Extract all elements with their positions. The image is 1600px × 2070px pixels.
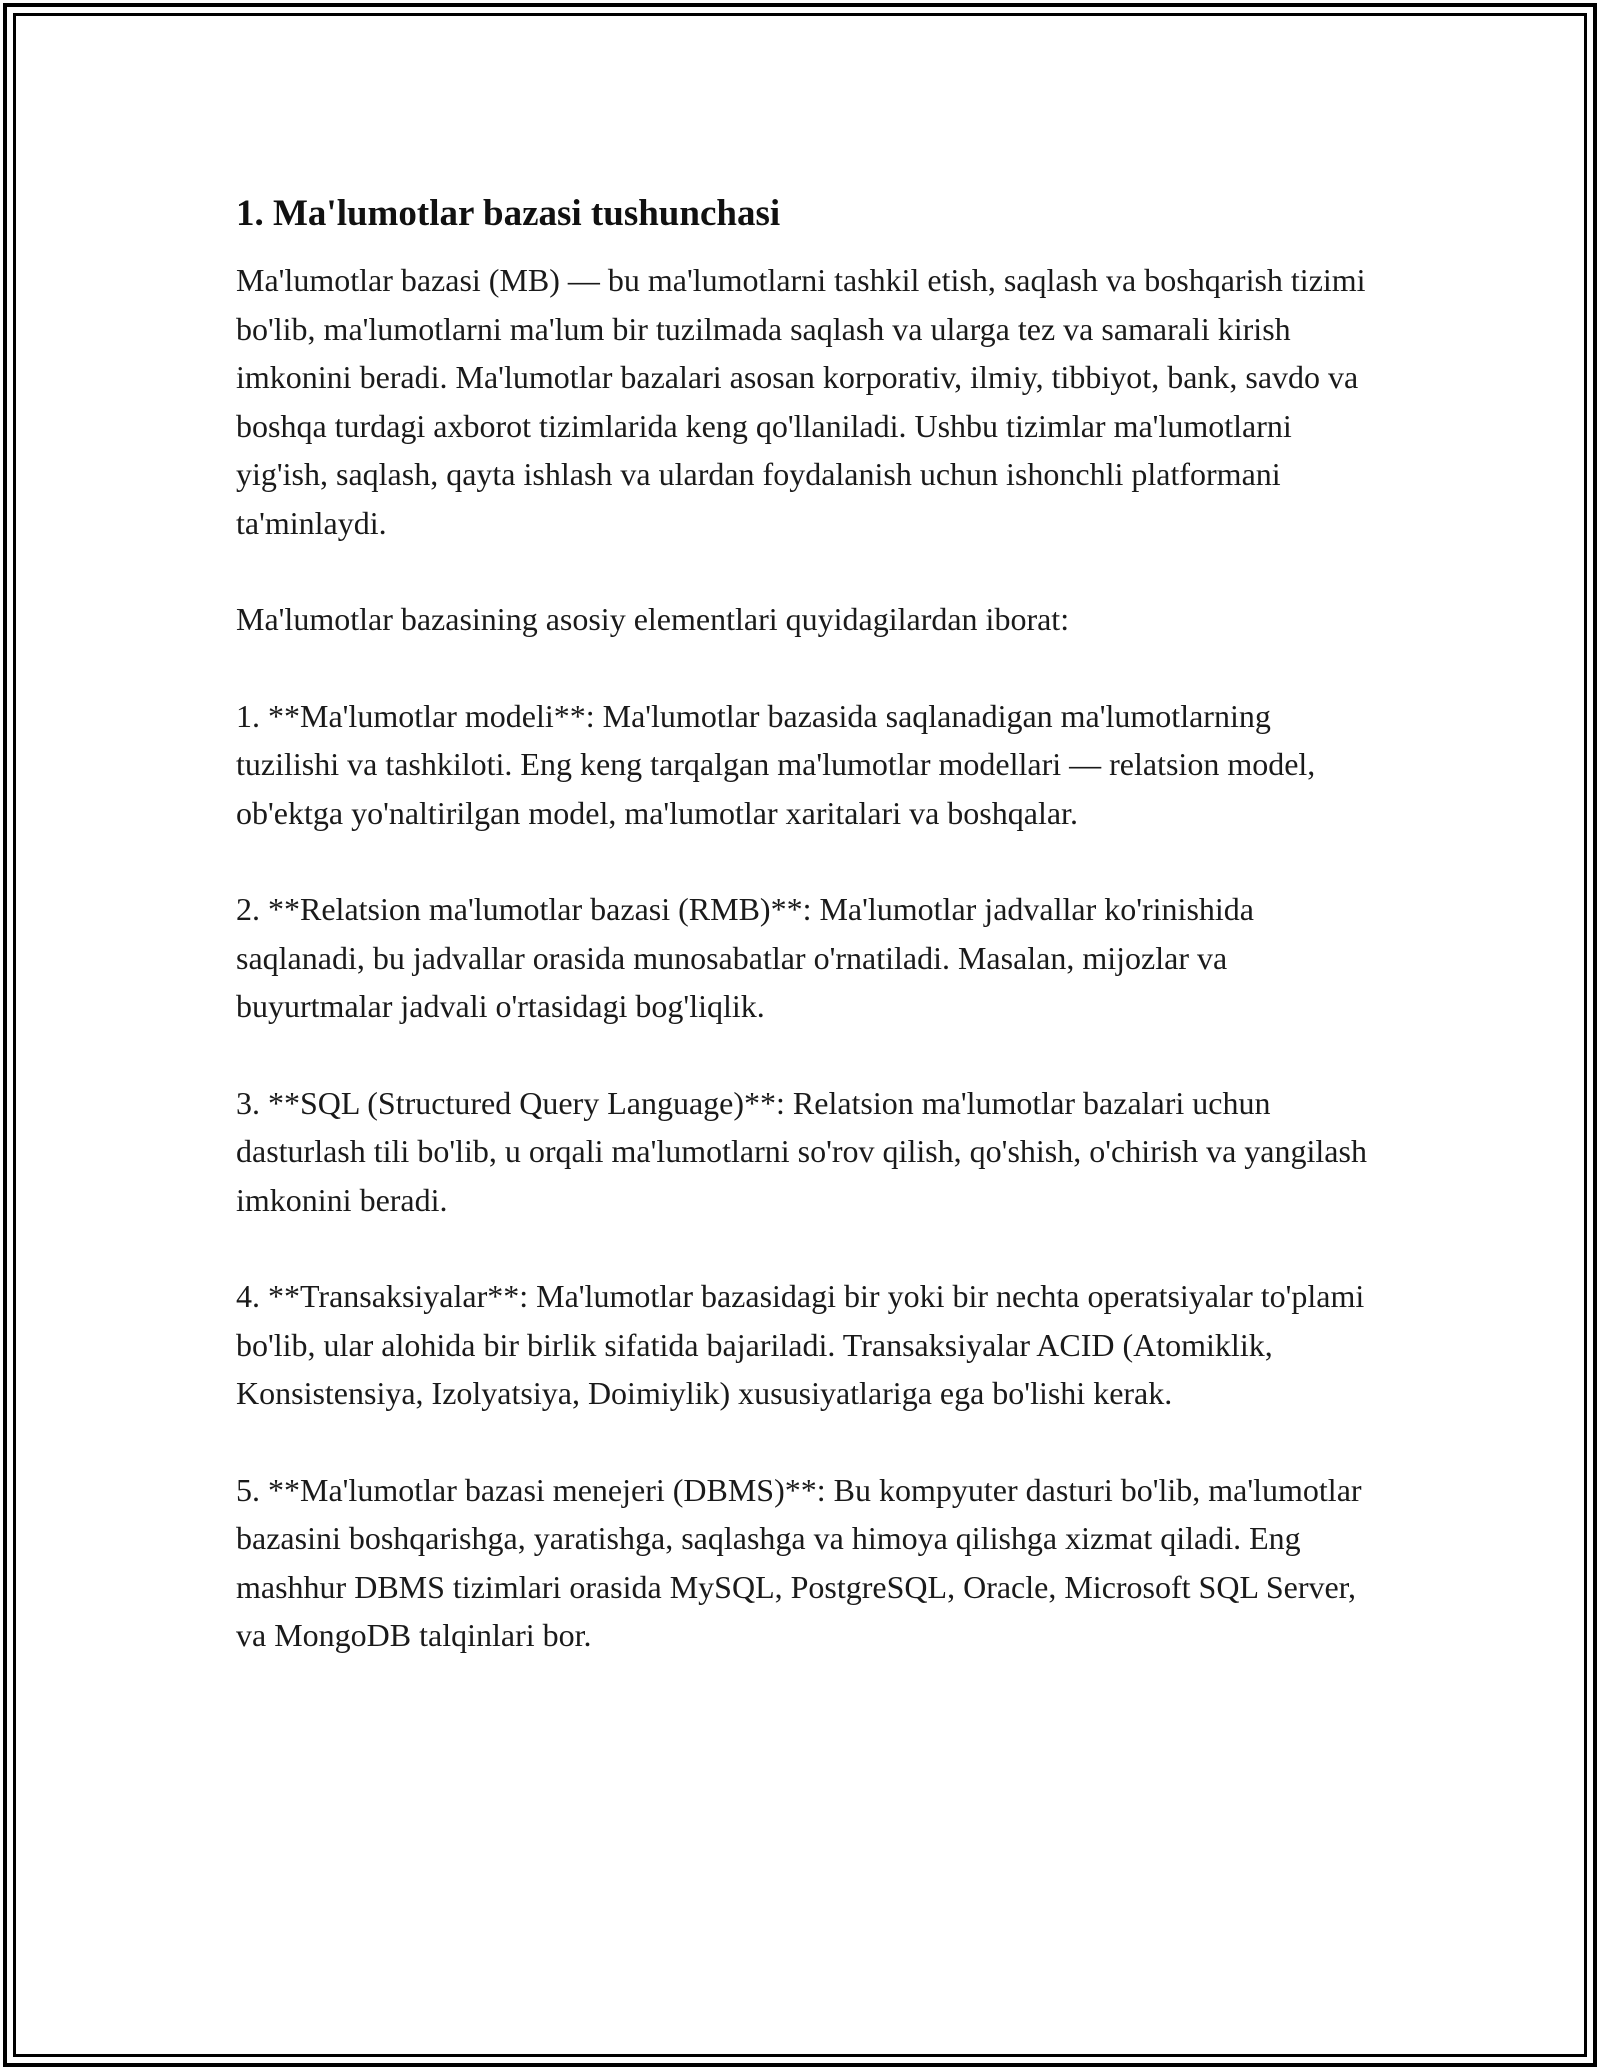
intro-paragraph: Ma'lumotlar bazasi (MB) — bu ma'lumotlarni tashkil etish, saqlash va boshqarish tizimi bo'lib, ma'lumotlarni ma'lum bir tuzilmada saqlash va ularga tez va samarali kirish imkonini beradi. Ma'lumotlar bazalari asosan korporativ, ilmiy, tibbiyot, bank, savdo va boshqa turdagi axborot tizimlarida keng qo'llaniladi. Ushbu tizimlar ma'lumotlarni yig'ish, saqlash, qayta ishlash va ulardan foydalanish uchun ishonchli platformani ta'minlaydi. bbox=[236, 262, 1366, 541]
list-item-sql: 3. **SQL (Structured Query Language)**: Relatsion ma'lumotlar bazalari uchun dasturlash tili bo'lib, u orqali ma'lumotlarni so'rov qilish, qo'shish, o'chirish va yangilash imkonini beradi. bbox=[236, 1084, 1367, 1218]
document-body bbox=[236, 186, 1376, 1660]
list-item-dbms: 5. **Ma'lumotlar bazasi menejeri (DBMS)**: Bu kompyuter dasturi bo'lib, ma'lumotlar bazasini boshqarishga, yaratishga, saqlashga va himoya qilishga xizmat qiladi. Eng mashhur DBMS tizimlari orasida MySQL, PostgreSQL, Oracle, Microsoft SQL Server, va MongoDB talqinlari bor. bbox=[236, 1471, 1362, 1653]
section-heading: 1. Ma'lumotlar bazasi tushunchasi bbox=[236, 193, 781, 234]
list-item-data-model: 1. **Ma'lumotlar modeli**: Ma'lumotlar bazasida saqlanadigan ma'lumotlarning tuzilishi va tashkiloti. Eng keng tarqalgan ma'lumotlar modellari — relatsion model, ob'ektga yo'naltirilgan model, ma'lumotlar xaritalari va boshqalar. bbox=[236, 697, 1316, 831]
list-item-relational-db: 2. **Relatsion ma'lumotlar bazasi (RMB)**: Ma'lumotlar jadvallar ko'rinishida saqlanadi, bu jadvallar orasida munosabatlar o'rnatiladi. Masalan, mijozlar va buyurtmalar jadvali o'rtasidagi bog'liqlik. bbox=[236, 891, 1254, 1024]
list-item-transactions: 4. **Transaksiyalar**: Ma'lumotlar bazasidagi bir yoki bir nechta operatsiyalar to'plami bo'lib, ular alohida bir birlik sifatida bajariladi. Transaksiyalar ACID (Atomiklik, Konsistensiya, Izolyatsiya, Doimiylik) xususiyatlariga ega bo'lishi kerak. bbox=[236, 1278, 1365, 1411]
elements-lead-paragraph: Ma'lumotlar bazasining asosiy elementlari quyidagilardan iborat: bbox=[236, 601, 1070, 637]
